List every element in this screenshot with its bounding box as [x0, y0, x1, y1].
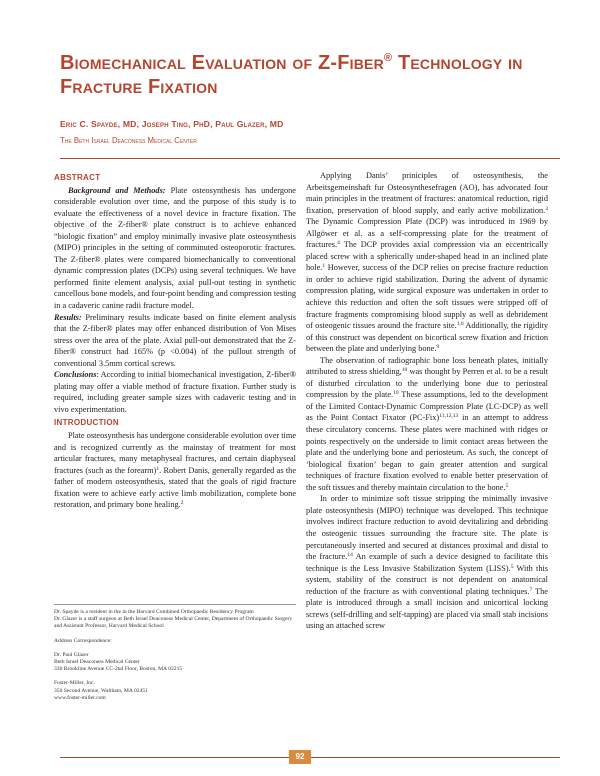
foster-line-2: 350 Second Avenue, Waltham, MA 02451 — [54, 687, 148, 694]
foster-url: www.foster-miller.com — [54, 694, 106, 701]
abstract-background: Background and Methods: Plate osteosynthesis has undergone considerable evolution over time, and the purpose of this study is to evaluate the effectiveness of a novel device in fracture fixation. The objective of the Z-fiber® plate construct is to achieve enhanced “biologic fixation” and employ minimally invasive plate osteosynthesis (MIPO) principles in the setting of comminuted osteoporotic fractures. The Z-fiber® plates were compared biomechanically to conventional dynamic compression plates (DCPs) using several techniques. We have performed finite element analysis, axial pull-out testing in synthetic cancellous bone models, and four-point bending and compression testing in a cadaveric canine radii fracture model. — [54, 185, 297, 311]
header-divider — [60, 158, 560, 159]
introduction-paragraph: Plate osteosynthesis has undergone considerable evolution over time and is recognized currently as the mainstay of treatment for most articular fractures, many metaphyseal fractures, and certain diaphyseal fractures (such as the forearm)$^1$. Robert Danis, generally regarded as the father of modern osteosynthesis, stated that the goals of rigid fracture fixation were to achieve early active limb mobilization, complete bone restoration, and primary bone healing.$^2$ — [54, 431, 296, 510]
introduction-heading: INTRODUCTION — [54, 418, 119, 428]
address-line-2: Beth Israel Deaconess Medical Center — [54, 659, 140, 666]
page-number: 92 — [289, 750, 311, 764]
title-block — [60, 46, 560, 145]
right-column — [306, 170, 548, 632]
footnotes — [54, 604, 296, 702]
footnote-glazer: Dr. Glazer is a staff surgeon at Beth Israel Deaconess Medical Center, Department of Orthopaedic Surgery and Assistant Professor, Harvard Medical School — [54, 616, 293, 630]
foster-line-1: Foster-Miller, Inc. — [54, 680, 95, 687]
body-paragraph-1: Applying Danis’ priniciples of osteosynthesis, the Arbeitsgemeinshaft fur Osteosynthesefragen (AO), has advocated four main principles in the treatment of fractures: anatomical reduction, rigid fixation, preservation of blood supply, and early active mobilization.$^3$ The Dynamic Compression Plate (DCP) was introduced in 1969 by Allgöwer et al. as a self-compressing plate for the treatment of fractures.$^4$ The DCP provides axial compression via an eccentrically placed screw with a spherically under-shaped head in an inclined plate hole.$^1$ However, success of the DCP relies on precise fracture reduction in order to achieve rigid stabilization. During the advent of dynamic compression plating, wide surgical exposure was undertaken in order to achieve this reduction and often the soft tissues were stripped off of fracture fragments compromising blood supply as well as debridement of osteogenic tissues around the fracture site.$^{1,6}$ Additionally, the rigidity of this construct was dependent on bicortical screw fixation and friction between the plate and underlying bone.$^9$ — [306, 171, 548, 354]
left-column — [54, 170, 296, 511]
article-title: Biomechanical Evaluation of Z-Fiber® Technology in Fracture Fixation — [60, 52, 523, 98]
author-list: Eric C. Spayde, MD, Joseph Ting, PhD, Paul Glazer, MD — [60, 119, 284, 129]
abstract-conclusions: Conclusions: According to initial biomechanical investigation, Z-fiber® plating may offer a viable method of fracture fixation. Further study is required, including greater sample sizes with cadaveric testing and in vivo experimentation. — [54, 370, 296, 414]
address-line-1: Dr. Paul Glazer — [54, 651, 89, 658]
address-label: Address Correspondence: — [54, 637, 112, 644]
body-paragraph-3: In order to minimize soft tissue stripping the minimally invasive plate osteosynthesis (MIPO) technique was developed. This technique involves indirect fracture reduction to avoid devitalizing and debriding the osteogenic tissues surrounding the fracture site. The plate is percutaneously inserted and secured at distances proximal and distal to the fracture.$^{14}$ An example of such a device designed to facilitate this technique is the Less Invasive Stabilization System (LISS).$^5$ With this system, stability of the construct is not dependent on anatomical reduction of the fracture as with conventional plating techniques.$^7$ The plate is introduced through a small incision and unicortical locking screws (self-drilling and self-tapping) are placed via small stab incisions using an attached screw — [306, 494, 549, 631]
address-line-3: 330 Brookline Avenue CC-2nd Floor, Boston, MA 02215 — [54, 666, 183, 673]
affiliation: The Beth Israel Deaconess Medical Center — [60, 136, 197, 145]
abstract-results: Results: Preliminary results indicate based on finite element analysis that the Z-fiber® plates may offer enhanced distribution of Von Mises stress over the area of the plate. Axial pull-out demonstrated that the Z-fiber® construct had 165% (p <0.004) of the pullout strength of conventional 3.5mm cortical screws. — [54, 312, 296, 368]
body-paragraph-2: The observation of radiographic bone loss beneath plates, initially attributed to stress shielding,$^{10}$ was thought by Perren et al. to be a result of disturbed circulation to the underlying bone due to periosteal compression by the plate.$^{10}$ These assumptions, led to the development of the Limited Contact-Dynamic Compression Plate (LC-DCP) as well as the Point Contact Fixator $(PC-Fix)^{11,12,13}$ in an attempt to address these circulatory concerns. These plates were machined with ridges or points respectively on the underside to limit contact areas between the plate and the underlying bone and periosteum. As such, the concept of ‘biological fixation’ began to gain greater attention and surgical techniques of fracture fixation evolved to enable better preservation of the soft tissues and thereby maintain circulation to the bone.$^5$ — [306, 355, 549, 492]
abstract-heading: ABSTRACT — [54, 173, 101, 182]
footnote-spayde: Dr. Spayde is a resident in the in the Harvard Combined Orthopaedic Residency Program — [54, 609, 254, 615]
